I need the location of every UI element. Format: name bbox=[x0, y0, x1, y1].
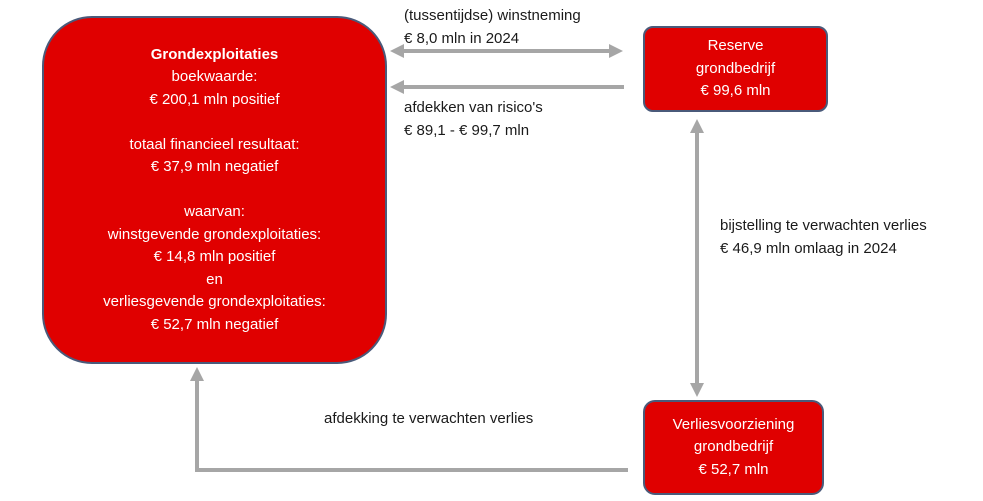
afdekking-label-line: afdekking te verwachten verlies bbox=[324, 410, 534, 427]
grondexploitaties-box bbox=[42, 16, 387, 364]
arrow-afdekken bbox=[390, 80, 624, 94]
grondexploitaties-line: waarvan: bbox=[184, 203, 245, 221]
verliesvoorziening-box bbox=[643, 400, 824, 495]
winstneming-label-line: (tussentijdse) winstneming bbox=[404, 7, 581, 24]
grondexploitaties-line: verliesgevende grondexploitaties: bbox=[103, 293, 326, 311]
afdekking-label bbox=[324, 407, 533, 430]
arrow-bijstelling bbox=[690, 119, 704, 397]
verliesvoorziening-line: Verliesvoorziening bbox=[672, 415, 795, 433]
grondexploitaties-line: € 14,8 mln positief bbox=[153, 248, 276, 266]
reserve-grondbedrijf-box bbox=[643, 26, 828, 112]
grondexploitaties-line: € 52,7 mln negatief bbox=[150, 315, 279, 333]
winstneming-label bbox=[404, 4, 581, 50]
reserve-line: grondbedrijf bbox=[695, 59, 776, 77]
grondexploitaties-line: boekwaarde: bbox=[171, 68, 258, 86]
winstneming-label-line: € 8,0 mln in 2024 bbox=[404, 30, 520, 47]
afdekken-label-line: afdekken van risico's bbox=[404, 99, 543, 116]
grondexploitaties-line: totaal financieel resultaat: bbox=[129, 135, 300, 153]
afdekken-label-line: € 89,1 - € 99,7 mln bbox=[404, 122, 530, 139]
grondexploitaties-line: € 200,1 mln positief bbox=[149, 90, 280, 108]
grondexploitaties-line: € 37,9 mln negatief bbox=[150, 158, 279, 176]
grondexploitaties-line: en bbox=[206, 270, 223, 288]
grondexploitaties-line: winstgevende grondexploitaties: bbox=[107, 225, 322, 243]
bijstelling-label bbox=[720, 214, 927, 260]
bijstelling-label-line: € 46,9 mln omlaag in 2024 bbox=[720, 240, 897, 257]
verliesvoorziening-line: grondbedrijf bbox=[693, 438, 774, 456]
afdekken-label bbox=[404, 96, 543, 142]
reserve-line: Reserve bbox=[707, 37, 764, 55]
reserve-line: € 99,6 mln bbox=[700, 82, 771, 100]
grondexploitaties-title: Grondexploitaties bbox=[150, 45, 279, 63]
bijstelling-label-line: bijstelling te verwachten verlies bbox=[720, 217, 927, 234]
verliesvoorziening-line: € 52,7 mln bbox=[698, 460, 769, 478]
